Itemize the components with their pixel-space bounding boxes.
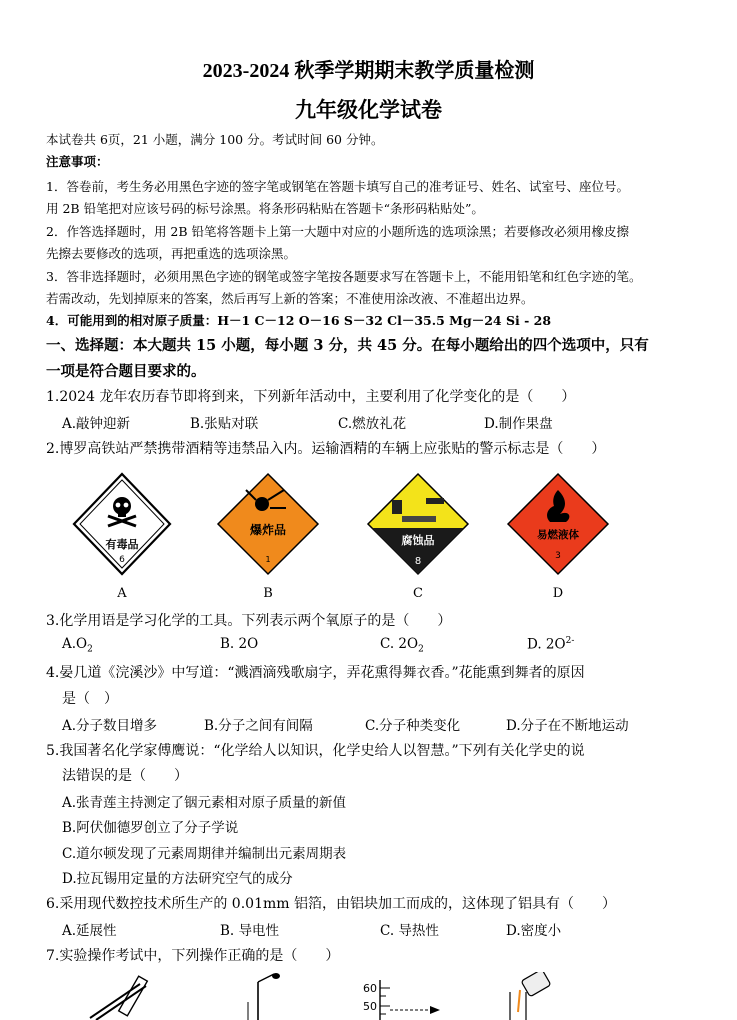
question-6-stem: 6.采用现代数控技术所生产的 0.01mm 铝箔，由铝块加工而成的，这体现了铝具有（ ） — [46, 896, 616, 912]
toxic-sign-icon — [74, 474, 170, 574]
question-4-option-d: D.分子在不断地运动 — [506, 718, 629, 734]
question-3-option-b: B. 2O — [220, 636, 259, 652]
question-1-option-a: A.敲钟迎新 — [62, 416, 131, 432]
flammable-sign-number: 3 — [555, 551, 561, 561]
note-line: 1．答卷前，考生务必用黑色字迹的签字笔或钢笔在答题卡填写自己的准考证号、姓名、试室号、座位号。 — [46, 179, 629, 194]
pouring-liquid-icon — [510, 972, 551, 1020]
sign-label-c: C — [413, 586, 423, 601]
notes-heading: 注意事项： — [46, 154, 109, 169]
graduated-cylinder-icon — [363, 980, 440, 1020]
question-4-option-c: C.分子种类变化 — [365, 718, 461, 734]
question-4-stem-cont: 是（ ） — [62, 691, 118, 707]
question-3-stem: 3.化学用语是学习化学的工具。下列表示两个氧原子的是（ ） — [46, 613, 452, 629]
question-1-option-b: B.张贴对联 — [190, 416, 259, 432]
scale-mark-50: 50 — [363, 1000, 377, 1013]
toxic-sign-text: 有毒品 — [105, 538, 139, 551]
corrosive-sign-icon — [368, 474, 468, 574]
question-1-option-c: C.燃放礼花 — [338, 416, 407, 432]
question-1-stem: 1.2024 龙年农历春节即将到来，下列新年活动中，主要利用了化学变化的是（ ） — [46, 389, 576, 405]
question-5-option-a: A.张青莲主持测定了铟元素相对原子质量的新值 — [62, 795, 347, 811]
toxic-sign-number: 6 — [119, 555, 125, 565]
corrosive-sign-text: 腐蚀品 — [401, 534, 435, 547]
exam-subtitle: 九年级化学试卷 — [295, 98, 442, 122]
question-6-option-b: B. 导电性 — [220, 923, 280, 939]
question-4-option-a: A.分子数目增多 — [62, 718, 158, 734]
scale-mark-60: 60 — [363, 982, 377, 995]
sign-label-b: B — [263, 586, 273, 601]
question-3-option-d: D. $2O^{2-}$ — [527, 636, 575, 653]
question-4-stem: 4.晏几道《浣溪沙》中写道：“溅酒滴残歌扇字，弄花熏得舞衣香。”花能熏到舞者的原因 — [46, 665, 585, 681]
question-5-stem: 5.我国著名化学家傅鹰说：“化学给人以知识，化学史给人以智慧。”下列有关化学史的说 — [46, 743, 585, 759]
explosive-sign-text: 爆炸品 — [249, 523, 287, 537]
question-3-option-c: C. $2O_2$ — [380, 636, 424, 655]
section-heading: 一项是符合题目要求的。 — [46, 363, 206, 380]
corrosive-sign-number: 8 — [414, 556, 422, 567]
question-6-option-a: A.延展性 — [62, 923, 117, 939]
exam-title: 2023-2024 秋季学期期末教学质量检测 — [202, 60, 535, 82]
question-6-option-c: C. 导热性 — [380, 923, 439, 939]
question-5-stem-cont: 法错误的是（ ） — [62, 768, 188, 784]
test-tube-holder-icon — [90, 976, 147, 1020]
question-2-stem: 2.博罗高铁站严禁携带酒精等违禁品入内。运输酒精的车辆上应张贴的警示标志是（ ） — [46, 441, 606, 457]
question-5-option-d: D.拉瓦锡用定量的方法研究空气的成分 — [62, 871, 293, 887]
dropper-icon — [248, 973, 280, 1020]
section-heading: 一、选择题：本大题共 15 小题，每小题 3 分，共 45 分。在每小题给出的四个选项中，只有 — [46, 337, 649, 354]
question-5-option-b: B.阿伏伽德罗创立了分子学说 — [62, 820, 239, 836]
note-line: 用 2B 铅笔把对应该号码的标号涂黑。将条形码粘贴在答题卡“条形码粘贴处”。 — [46, 201, 484, 216]
note-line: 若需改动，先划掉原来的答案，然后再写上新的答案；不准使用涂改液、不准超出边界。 — [46, 291, 534, 306]
lab-operation-figures — [80, 972, 680, 1020]
flammable-sign-text: 易燃液体 — [537, 529, 579, 541]
note-line: 2．作答选择题时，用 2B 铅笔将答题卡上第一大题中对应的小题所选的选项涂黑；若要修改必须用橡皮擦 — [46, 224, 630, 239]
explosive-sign-icon — [218, 474, 318, 574]
question-5-option-c: C.道尔顿发现了元素周期律并编制出元素周期表 — [62, 846, 347, 862]
explosive-sign-number: 1 — [265, 555, 271, 564]
question-7-stem: 7.实验操作考试中，下列操作正确的是（ ） — [46, 948, 340, 964]
question-3-option-a: $A.O_2$ — [62, 636, 93, 655]
sign-label-a: A — [117, 586, 127, 601]
sign-label-d: D — [552, 586, 564, 601]
note-line: 3．答非选择题时，必须用黑色字迹的钢笔或签字笔按各题要求写在答题卡上，不能用铅笔和红色字迹的笔。 — [46, 269, 642, 284]
question-4-option-b: B.分子之间有间隔 — [204, 718, 313, 734]
question-6-option-d: D.密度小 — [506, 923, 562, 939]
exam-intro: 本试卷共 6页，21 小题，满分 100 分。考试时间 60 分钟。 — [46, 132, 384, 147]
note-line: 4．可能用到的相对原子质量：H－1 C－12 O－16 S－32 Cl－35.5 Mg－24 Si - 28 — [46, 313, 552, 328]
hazard-signs — [62, 470, 622, 580]
question-1-option-d: D.制作果盘 — [484, 416, 553, 432]
flammable-liquid-sign-icon — [508, 474, 608, 574]
note-line: 先擦去要修改的选项，再把重选的选项涂黑。 — [46, 246, 297, 261]
